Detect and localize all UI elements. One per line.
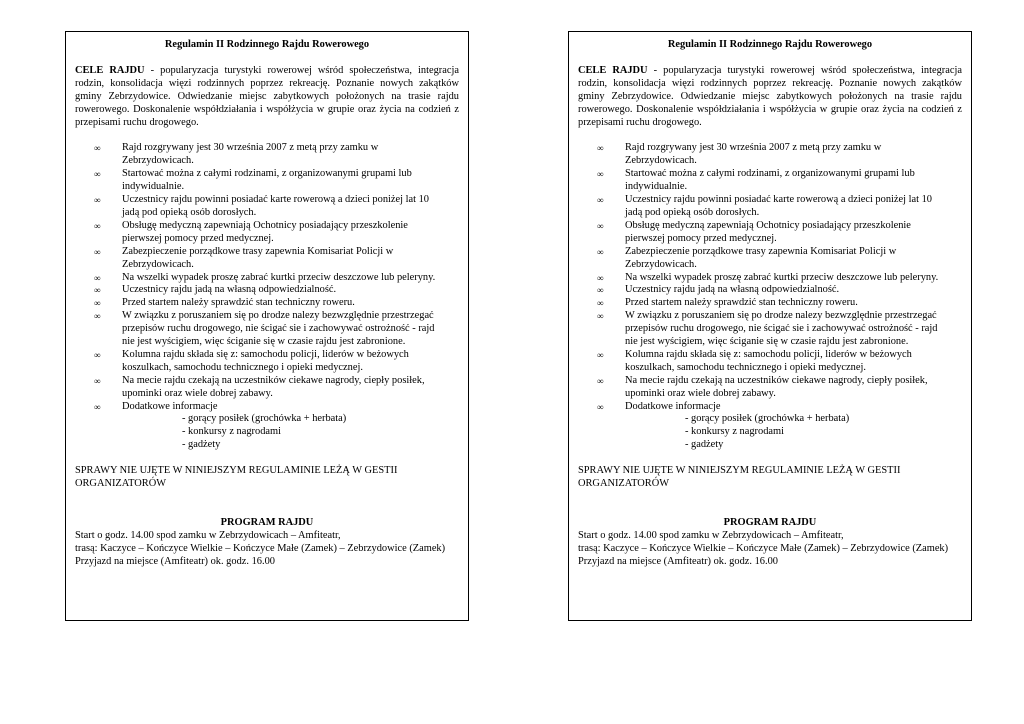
rules-list (578, 142, 962, 452)
rule-item: ∞ Na wszelki wypadek proszę zabrać kurtki przeciw deszczowe lub peleryny. (94, 271, 436, 283)
infinity-bullet-icon: ∞ (94, 220, 101, 231)
rule-item: ∞ Dodatkowe informacje - gorący posiłek (grochówka + herbata) - konkursy z nagrodami - gadżety (578, 401, 962, 453)
infinity-bullet-icon: ∞ (94, 311, 101, 322)
rule-item: ∞ Obsługę medyczną zapewniają Ochotnicy posiadający przeszkolenie pierwszej pomocy przed medycznej. (597, 219, 911, 244)
program-line: Start o godz. 14.00 spod zamku w Zebrzydowicach – Amfiteatr, (75, 529, 341, 541)
rule-item: ∞ Na wszelki wypadek proszę zabrać kurtki przeciw deszczowe lub peleryny. (597, 271, 939, 283)
infinity-bullet-icon: ∞ (94, 349, 101, 360)
rule-item: ∞ Na mecie rajdu czekają na uczestników ciekawe nagrody, ciepły posiłek, upominki oraz wiele dobrej zabawy. (597, 374, 928, 399)
program-title: PROGRAM RAJDU (723, 517, 817, 528)
infinity-bullet-icon: ∞ (597, 195, 604, 206)
rule-item: ∞ Uczestnicy rajdu jadą na własną odpowiedzialność. (94, 284, 337, 296)
infinity-bullet-icon: ∞ (94, 272, 101, 283)
rule-item: ∞ Uczestnicy rajdu powinni posiadać karte rowerową a dzieci poniżej lat 10 jadą pod opieką osób dorosłych. (94, 194, 429, 218)
infinity-bullet-icon: ∞ (597, 349, 604, 360)
flyer-left (65, 31, 469, 621)
infinity-bullet-icon: ∞ (597, 311, 604, 322)
goals-text: - popularyzacja turystyki rowerowej wśród społeczeństwa, integracja rodzin, konsolidacja więzi rodzinnych poprzez rekreację. Poznanie nowych zakątków gminy Zebrzydowice. Odwiedzanie miejsc zabytkowych położonych na trasie rajdu rowerowego. Doskonalenie współdziałania i współżycia w grupie oraz życia na codzień z przepisami ruchu drogowego. (578, 64, 962, 128)
infinity-bullet-icon: ∞ (94, 298, 101, 309)
infinity-bullet-icon: ∞ (597, 375, 604, 386)
infinity-bullet-icon: ∞ (94, 401, 101, 412)
rule-item: ∞ Obsługę medyczną zapewniają Ochotnicy posiadający przeszkolenie pierwszej pomocy przed medycznej. (94, 219, 408, 244)
infinity-bullet-icon: ∞ (597, 401, 604, 412)
rule-item: ∞ Przed startem należy sprawdzić stan techniczny roweru. (597, 297, 858, 309)
rule-item: ∞ Dodatkowe informacje - gorący posiłek (grochówka + herbata) - konkursy z nagrodami - gadżety (75, 401, 459, 453)
rule-item: ∞ Rajd rozgrywany jest 30 września 2007 z metą przy zamku w Zebrzydowicach. (597, 142, 882, 167)
rule-item: ∞ Zabezpieczenie porządkowe trasy zapewnia Komisariat Policji w Zebrzydowicach. (597, 245, 897, 270)
rule-item: ∞ Uczestnicy rajdu powinni posiadać karte rowerową a dzieci poniżej lat 10 jadą pod opieką osób dorosłych. (597, 194, 932, 218)
infinity-bullet-icon: ∞ (597, 220, 604, 231)
program-line: Przyjazd na miejsce (Amfiteatr) ok. godz. 16.00 (75, 555, 275, 567)
infinity-bullet-icon: ∞ (94, 375, 101, 386)
extras-list (625, 413, 948, 452)
goals-text: - popularyzacja turystyki rowerowej wśród społeczeństwa, integracja rodzin, konsolidacja więzi rodzinnych poprzez rekreację. Poznanie nowych zakątków gminy Zebrzydowice. Odwiedzanie miejsc zabytkowych położonych na trasie rajdu rowerowego. Doskonalenie współdziałania i współżycia w grupie oraz życia na codzień z przepisami ruchu drogowego. (75, 64, 459, 128)
goals-label: CELE RAJDU (75, 64, 145, 76)
rule-item: ∞ Uczestnicy rajdu jadą na własną odpowiedzialność. (597, 284, 840, 296)
infinity-bullet-icon: ∞ (597, 285, 604, 296)
rule-item: ∞ W związku z poruszaniem się po drodze nalezy bezwzględnie przestrzegać przepisów ruchu drogowego, nie ścigać sie i zachowywać ostrożność - rajd nie jest wyścigiem, więc ściganie się w czasie rajdu jest zabronione. (94, 310, 435, 348)
extra-item: - gadżety (182, 439, 221, 451)
flyer-title: Regulamin II Rodzinnego Rajdu Rowerowego (667, 39, 873, 50)
program-line: Start o godz. 14.00 spod zamku w Zebrzydowicach – Amfiteatr, (578, 529, 844, 541)
infinity-bullet-icon: ∞ (597, 272, 604, 283)
extras-list (122, 413, 445, 452)
goals-paragraph (75, 65, 459, 130)
infinity-bullet-icon: ∞ (94, 285, 101, 296)
rule-item: ∞ Zabezpieczenie porządkowe trasy zapewnia Komisariat Policji w Zebrzydowicach. (94, 245, 394, 270)
rules-list (75, 142, 459, 452)
program-title: PROGRAM RAJDU (220, 517, 314, 528)
infinity-bullet-icon: ∞ (94, 195, 101, 206)
goals-label: CELE RAJDU (578, 64, 648, 76)
infinity-bullet-icon: ∞ (94, 169, 101, 180)
rule-item: ∞ W związku z poruszaniem się po drodze nalezy bezwzględnie przestrzegać przepisów ruchu drogowego, nie ścigać sie i zachowywać ostrożność - rajd nie jest wyścigiem, więc ściganie się w czasie rajdu jest zabronione. (597, 310, 938, 348)
program-line: trasą: Kaczyce – Kończyce Wielkie – Kończyce Małe (Zamek) – Zebrzydowice (Zamek) (578, 542, 949, 554)
infinity-bullet-icon: ∞ (597, 169, 604, 180)
rule-item: ∞ Kolumna rajdu składa się z: samochodu policji, liderów w beżowych koszulkach, samochodu technicznego i opieki medycznej. (597, 348, 912, 373)
extra-item: - gorący posiłek (grochówka + herbata) (182, 413, 347, 425)
rule-item: ∞ Przed startem należy sprawdzić stan techniczny roweru. (94, 297, 355, 309)
rule-item: ∞ Startować można z całymi rodzinami, z organizowanymi grupami lub indywidualnie. (597, 168, 915, 193)
extra-item: - gorący posiłek (grochówka + herbata) (685, 413, 850, 425)
rule-item: ∞ Rajd rozgrywany jest 30 września 2007 z metą przy zamku w Zebrzydowicach. (94, 142, 379, 167)
infinity-bullet-icon: ∞ (597, 143, 604, 154)
flyer-title: Regulamin II Rodzinnego Rajdu Rowerowego (164, 39, 370, 50)
goals-paragraph (578, 65, 962, 130)
infinity-bullet-icon: ∞ (94, 143, 101, 154)
flyer-right (568, 31, 972, 621)
program-line: Przyjazd na miejsce (Amfiteatr) ok. godz. 16.00 (578, 555, 778, 567)
infinity-bullet-icon: ∞ (94, 246, 101, 257)
rule-item: ∞ Na mecie rajdu czekają na uczestników ciekawe nagrody, ciepły posiłek, upominki oraz wiele dobrej zabawy. (94, 374, 425, 399)
rule-item: ∞ Startować można z całymi rodzinami, z organizowanymi grupami lub indywidualnie. (94, 168, 412, 193)
infinity-bullet-icon: ∞ (597, 298, 604, 309)
infinity-bullet-icon: ∞ (597, 246, 604, 257)
program-line: trasą: Kaczyce – Kończyce Wielkie – Kończyce Małe (Zamek) – Zebrzydowice (Zamek) (75, 542, 446, 554)
extra-item: - gadżety (685, 439, 724, 451)
extra-item: - konkursy z nagrodami (685, 426, 784, 438)
organizers-note: SPRAWY NIE UJĘTE W NINIEJSZYM REGULAMINIE LEŻĄ W GESTII ORGANIZATORÓW (578, 465, 901, 490)
extra-item: - konkursy z nagrodami (182, 426, 281, 438)
organizers-note: SPRAWY NIE UJĘTE W NINIEJSZYM REGULAMINIE LEŻĄ W GESTII ORGANIZATORÓW (75, 465, 398, 490)
rule-item: ∞ Kolumna rajdu składa się z: samochodu policji, liderów w beżowych koszulkach, samochodu technicznego i opieki medycznej. (94, 348, 409, 373)
